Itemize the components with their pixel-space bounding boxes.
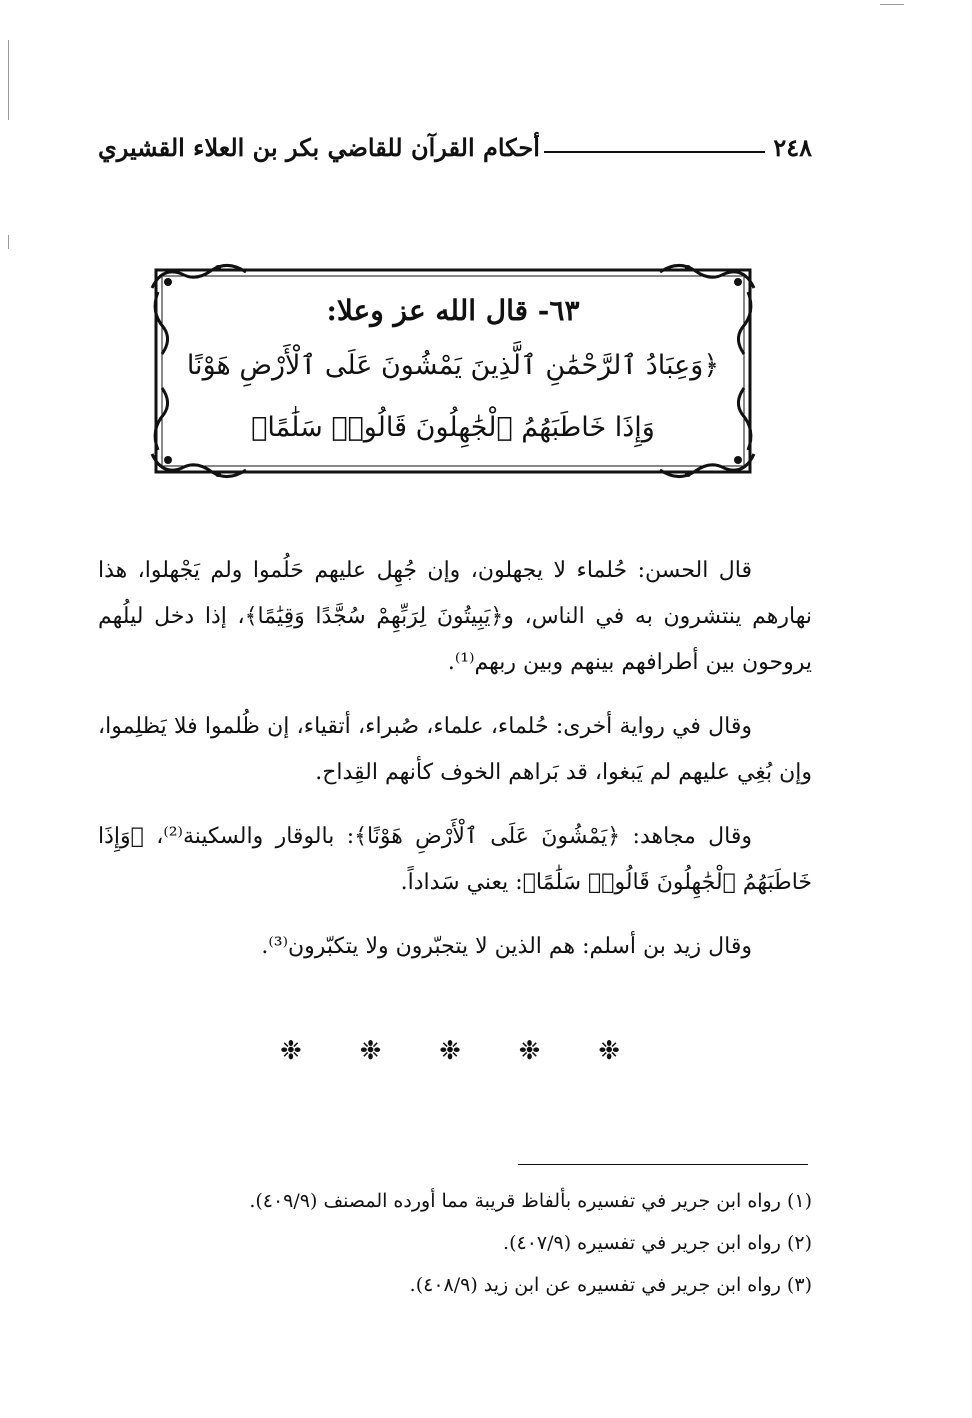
section-separator [280,1036,620,1066]
footnote: (١) رواه ابن جرير في تفسيره بألفاظ قريبة مما أورده المصنف (٤٠٩/٩). [249,1190,812,1212]
section-heading: ٦٣- قال الله عز وعلا: [326,294,580,327]
scan-edge-mark [880,4,904,5]
quran-verse-line: وَإِذَا خَاطَبَهُمُ ٱلْجَٰهِلُونَ قَالُوا۟ سَلَٰمًا﴾ [251,412,655,443]
book-title: أحكام القرآن للقاضي بكر بن العلاء القشيري [98,133,540,162]
footnote: (٢) رواه ابن جرير في تفسيره (٤٠٧/٩). [503,1232,812,1254]
body-text [98,548,812,988]
paragraph: وقال مجاهد: ﴿يَمْشُونَ عَلَى ٱلْأَرْضِ هَوْنًا﴾: بالوقار والسكينة⁽²⁾، ﴿وَإِذَا خَاطَبَهُمُ ٱلْجَٰهِلُونَ قَالُوا۟ سَلَٰمًا﴾: يعني سَداداً. [98,824,812,895]
asterism-icon: ❉ [598,1036,620,1066]
quran-verse-line: ﴿وَعِبَادُ ٱلرَّحْمَٰنِ ٱلَّذِينَ يَمْشُونَ عَلَى ٱلْأَرْضِ هَوْنًا [186,350,720,381]
footnotes [98,1180,812,1306]
running-header [98,118,812,162]
header-rule [544,151,765,153]
asterism-icon: ❉ [359,1036,382,1066]
paragraph: وقال زيد بن أسلم: هم الذين لا يتجبّرون ولا يتكبّرون⁽³⁾. [261,934,752,959]
asterism-icon: ❉ [280,1036,302,1066]
footnote-rule [518,1164,808,1165]
footnote: (٣) رواه ابن جرير في تفسيره عن ابن زيد (٤٠٨/٩). [409,1274,812,1296]
scan-edge-mark [8,40,9,120]
asterism-icon: ❉ [439,1036,461,1066]
paragraph: قال الحسن: حُلماء لا يجهلون، وإن جُهِل عليهم حَلُموا ولم يَجْهلوا، هذا نهارهم ينتشرون به في الناس، و﴿يَبِيتُونَ لِرَبِّهِمْ سُجَّدًا وَقِيَٰمًا﴾، إذا دخل ليلُهم يروحون بين أطرافهم بينهم وبين ربهم⁽¹⁾. [98,558,812,675]
paragraph: وقال في رواية أخرى: حُلماء، علماء، صُبراء، أتقياء، إن ظُلموا فلا يَظلِموا، وإن بُغِي عليهم لم يَبغوا، قد بَراهم الخوف كأنهم القِداح. [98,714,812,785]
asterism-icon: ❉ [518,1036,541,1066]
page-number: ٢٤٨ [773,133,812,162]
verse-frame [148,262,758,480]
scan-edge-mark [8,235,9,249]
